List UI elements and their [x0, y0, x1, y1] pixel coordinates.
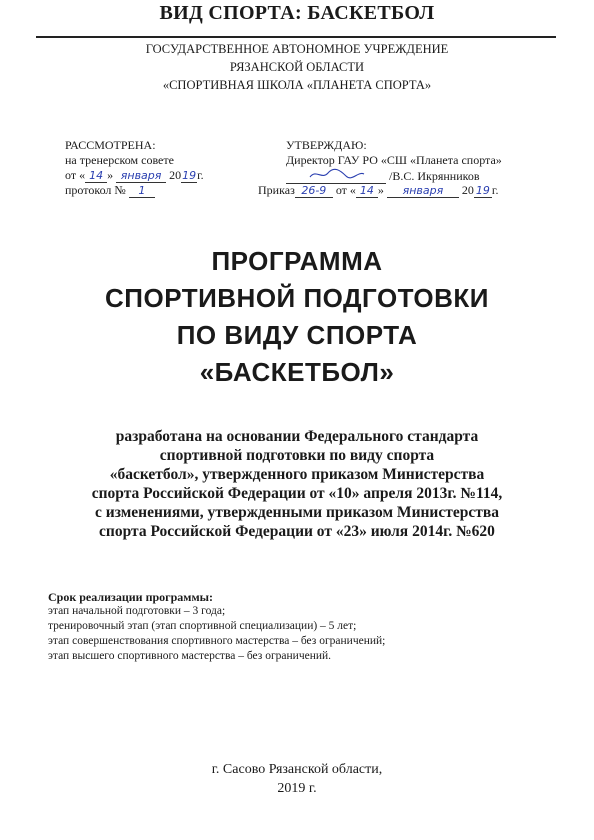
approved-signature-line [286, 168, 480, 184]
org-name-line2: РЯЗАНСКОЙ ОБЛАСТИ [229, 60, 365, 74]
reviewed-day: 14 [85, 169, 107, 183]
reviewed-year-prefix: 20 [169, 168, 182, 182]
org-name-line1: ГОСУДАРСТВЕННОЕ АВТОНОМНОЕ УЧРЕЖДЕНИЕ [145, 42, 449, 56]
approved-date-prefix: от « [335, 183, 356, 197]
footer-year: 2019 г. [277, 781, 317, 796]
basis-line1: разработана на основании Федерального стандарта [115, 428, 479, 445]
reviewed-year-suffix: 19 [182, 169, 197, 182]
reviewed-council: на тренерском совете [65, 153, 174, 167]
basis-line4: спорта Российской Федерации от «10» апреля 2013г. №114, [91, 485, 503, 502]
approved-year-end: г. [491, 183, 499, 197]
protocol-label: протокол № [65, 183, 126, 197]
term-item: тренировочный этап (этап спортивной специализации) – 5 лет; [48, 620, 357, 632]
reviewed-date [65, 168, 204, 183]
approved-order [258, 183, 498, 198]
basis-line6: спорта Российской Федерации от «23» июля 2014г. №620 [99, 523, 495, 540]
signature-scribble [306, 168, 366, 180]
approved-title: УТВЕРЖДАЮ: [286, 138, 367, 152]
approved-day: 14 [356, 184, 378, 198]
approved-year-suffix: 19 [475, 184, 490, 197]
reviewed-year-end: г. [197, 168, 204, 182]
sport-title: ВИД СПОРТА: БАСКЕТБОЛ [159, 2, 435, 24]
order-number: 26-9 [295, 184, 333, 198]
protocol-number: 1 [129, 184, 155, 198]
program-title-line4: «БАСКЕТБОЛ» [199, 357, 395, 387]
footer-place: г. Сасово Рязанской области, [211, 762, 383, 777]
term-item: этап совершенствования спортивного мастерства – без ограничений; [48, 635, 386, 647]
program-title-line3: ПО ВИДУ СПОРТА [176, 320, 418, 350]
reviewed-month: января [116, 169, 166, 183]
program-title-line2: СПОРТИВНОЙ ПОДГОТОВКИ [105, 283, 489, 313]
reviewed-date-prefix: от « [65, 168, 86, 182]
approved-date-mid: » [377, 183, 384, 197]
reviewed-title: РАССМОТРЕНА: [65, 138, 156, 152]
header-divider [36, 36, 556, 38]
term-heading: Срок реализации программы: [48, 590, 213, 604]
basis-line2: спортивной подготовки по виду спорта [159, 447, 435, 464]
order-label: Приказ [258, 183, 295, 197]
basis-line5: с изменениями, утвержденными приказом Министерства [95, 504, 499, 521]
approved-director: Директор ГАУ РО «СШ «Планета спорта» [286, 153, 502, 167]
program-title-line1: ПРОГРАММА [211, 246, 383, 276]
approved-month: января [387, 184, 459, 198]
org-name-line3: «СПОРТИВНАЯ ШКОЛА «ПЛАНЕТА СПОРТА» [162, 78, 432, 92]
signature-name: /В.С. Икрянников [389, 169, 480, 183]
basis-line3: «баскетбол», утвержденного приказом Министерства [109, 466, 485, 483]
approved-year-prefix: 20 [461, 183, 474, 197]
term-item: этап начальной подготовки – 3 года; [48, 605, 226, 617]
reviewed-protocol [65, 183, 155, 198]
signature-blank [286, 168, 386, 184]
term-item: этап высшего спортивного мастерства – без ограничений. [48, 650, 332, 662]
reviewed-date-mid: » [107, 168, 114, 182]
